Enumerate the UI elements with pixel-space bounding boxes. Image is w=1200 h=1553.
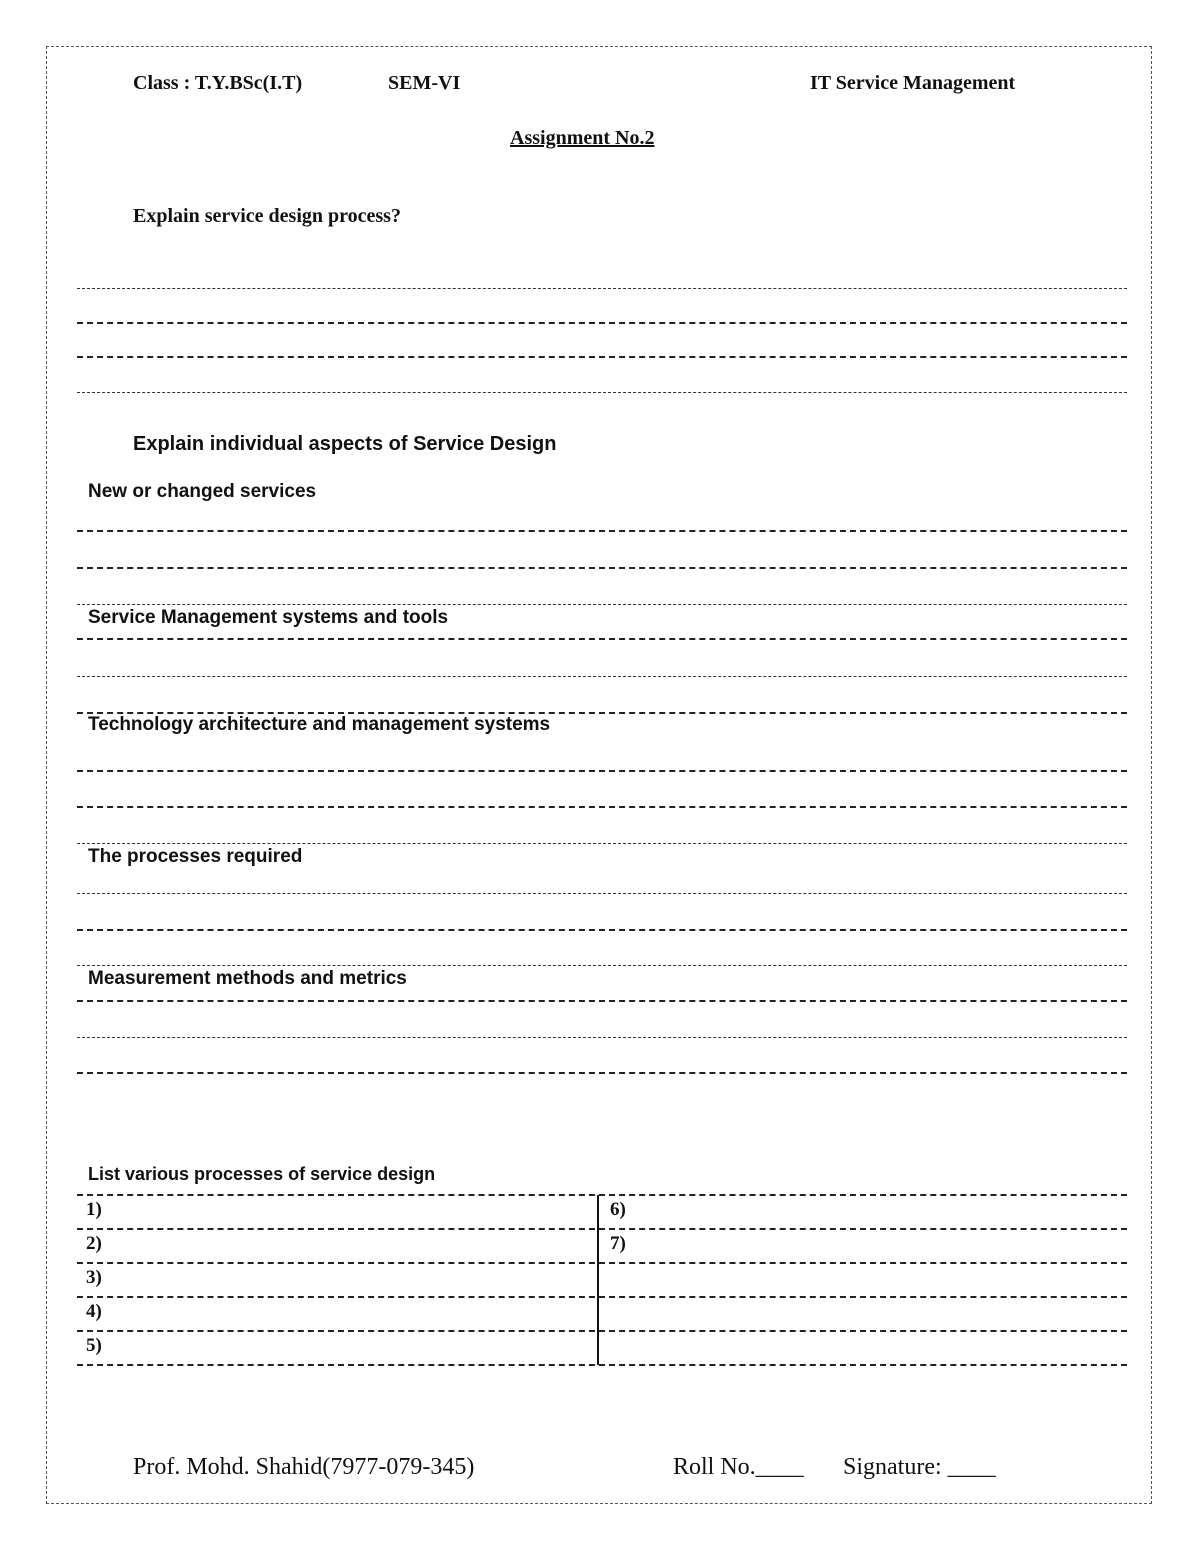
list-line	[77, 1330, 1127, 1332]
list-line	[77, 1364, 1127, 1366]
roll-no-field: Roll No.____	[673, 1454, 804, 1480]
aspect-measurement: Measurement methods and metrics	[88, 968, 407, 989]
answer-line	[77, 638, 1127, 640]
answer-line	[77, 1000, 1127, 1002]
answer-line	[77, 392, 1127, 393]
aspect-systems-tools: Service Management systems and tools	[88, 607, 449, 628]
list-number: 5)	[86, 1335, 102, 1356]
answer-line	[77, 770, 1127, 772]
signature-field: Signature: ____	[843, 1454, 996, 1480]
list-heading: List various processes of service design	[88, 1164, 436, 1184]
list-number: 3)	[86, 1267, 102, 1288]
aspect-processes: The processes required	[88, 846, 303, 867]
answer-line	[77, 965, 1127, 966]
list-number: 1)	[86, 1199, 102, 1220]
list-number: 4)	[86, 1301, 102, 1322]
answer-line	[77, 356, 1127, 358]
list-number: 7)	[610, 1233, 626, 1254]
answer-line	[77, 1037, 1127, 1038]
assignment-title: Assignment No.2	[510, 127, 655, 149]
list-line	[77, 1194, 1127, 1196]
answer-line	[77, 288, 1127, 289]
page-border	[46, 46, 1152, 1504]
answer-line	[77, 676, 1127, 677]
class-label: Class : T.Y.BSc(I.T)	[133, 72, 303, 94]
answer-line	[77, 530, 1127, 532]
aspect-new-services: New or changed services	[88, 481, 317, 502]
answer-line	[77, 893, 1127, 894]
answer-line	[77, 604, 1127, 605]
list-number: 2)	[86, 1233, 102, 1254]
answer-line	[77, 1072, 1127, 1074]
list-column-divider	[597, 1195, 599, 1365]
answer-line	[77, 843, 1127, 844]
list-number: 6)	[610, 1199, 626, 1220]
answer-line	[77, 929, 1127, 931]
answer-line	[77, 806, 1127, 808]
subject-label: IT Service Management	[810, 72, 1016, 94]
answer-line	[77, 322, 1127, 324]
professor-name: Prof. Mohd. Shahid(7977-079-345)	[133, 1454, 475, 1480]
aspect-technology: Technology architecture and management systems	[88, 714, 551, 735]
question-service-design-process: Explain service design process?	[133, 205, 401, 227]
question-individual-aspects: Explain individual aspects of Service Design	[133, 433, 557, 455]
list-line	[77, 1228, 1127, 1230]
list-line	[77, 1296, 1127, 1298]
semester-label: SEM-VI	[388, 72, 461, 94]
answer-line	[77, 567, 1127, 569]
list-line	[77, 1262, 1127, 1264]
